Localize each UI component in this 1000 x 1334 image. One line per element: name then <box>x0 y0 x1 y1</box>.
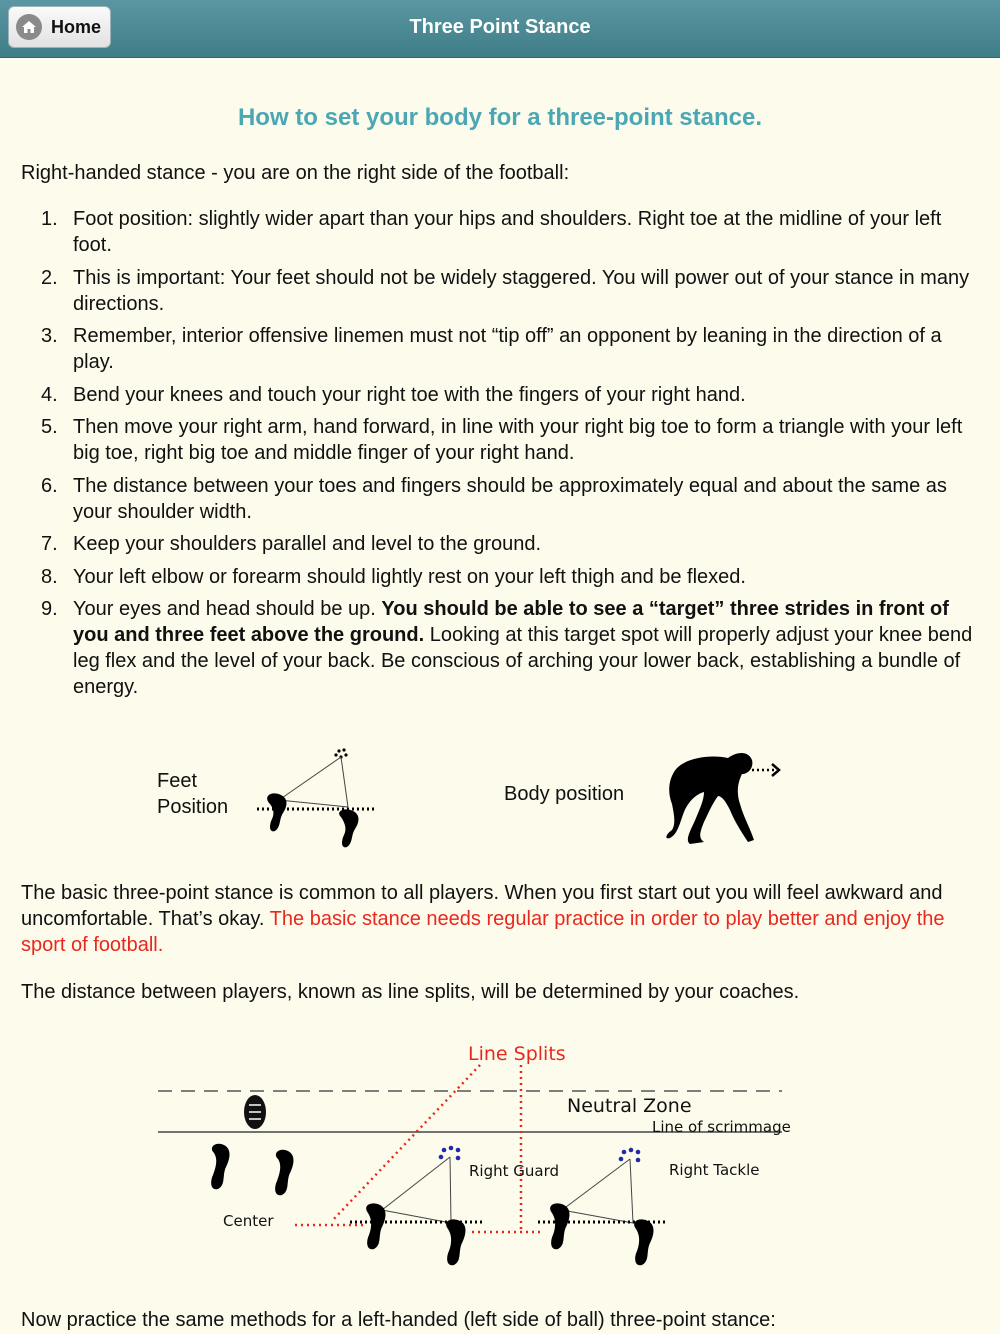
feet-position-diagram <box>255 745 380 855</box>
list-item: 4. Bend your knees and touch your right toe with the fingers of your right hand. <box>41 383 746 406</box>
center-label: Center <box>223 1212 274 1230</box>
nav-bar <box>0 0 1000 58</box>
right-tackle-label: Right Tackle <box>669 1161 760 1179</box>
neutral-zone-label: Neutral Zone <box>567 1095 692 1117</box>
list-item: 7. Keep your shoulders parallel and level to the ground. <box>41 533 542 555</box>
steps-list <box>21 206 981 707</box>
list-item: 8. Your left elbow or forearm should lightly rest on your left thigh and be flexed. <box>41 565 746 588</box>
list-item: 5. Then move your right arm, hand forward, in line with your right big toe to form a triangle with your left big toe, right big toe and middle finger of your right hand. <box>41 416 963 464</box>
intro-text: Right-handed stance - you are on the right side of the football: <box>21 162 570 184</box>
section-headline: How to set your body for a three-point stance. <box>237 104 763 131</box>
line-splits-paragraph: The distance between players, known as line splits, will be determined by your coaches. <box>21 981 800 1003</box>
practice-paragraph: The basic three-point stance is common to all players. When you first start out you will feel awkward and uncomfortable. That’s okay. The basic stance needs regular practice in order to play better and enjoy the sport of football. <box>21 882 945 956</box>
body-position-label: Body position <box>504 783 625 805</box>
list-item: 9. Your eyes and head should be up. You should be able to see a “target” three strides in front of you and three feet above the ground. Looking at this target spot will properly adjust your knee bend leg flex and the level of your back. Be conscious of arching your lower back, establishing a bundle of energy. <box>41 598 973 698</box>
page-title: Three Point Stance <box>409 16 591 38</box>
body-position-silhouette <box>660 748 785 853</box>
feet-position-label: Feet Position <box>157 770 229 818</box>
football-icon <box>244 1095 266 1129</box>
list-item: 3. Remember, interior offensive linemen must not “tip off” an opponent by leaning in the direction of a play. <box>41 325 942 373</box>
list-item: 2. This is important: Your feet should not be widely staggered. You will power out of your stance in many directions. <box>41 266 970 315</box>
left-handed-paragraph: Now practice the same methods for a left-handed (left side of ball) three-point stance: <box>21 1309 776 1331</box>
home-button-label: Home <box>51 16 102 37</box>
right-guard-label: Right Guard <box>469 1162 560 1180</box>
list-item: 1. Foot position: slightly wider apart than your hips and shoulders. Right toe at the midline of your left foot. <box>41 208 942 256</box>
line-splits-label: Line Splits <box>468 1043 566 1065</box>
line-of-scrimmage-label: Line of scrimmage <box>652 1118 791 1136</box>
line-splits-diagram <box>150 1035 790 1275</box>
list-item: 6. The distance between your toes and fingers should be approximately equal and about the same as your shoulder width. <box>41 474 947 523</box>
